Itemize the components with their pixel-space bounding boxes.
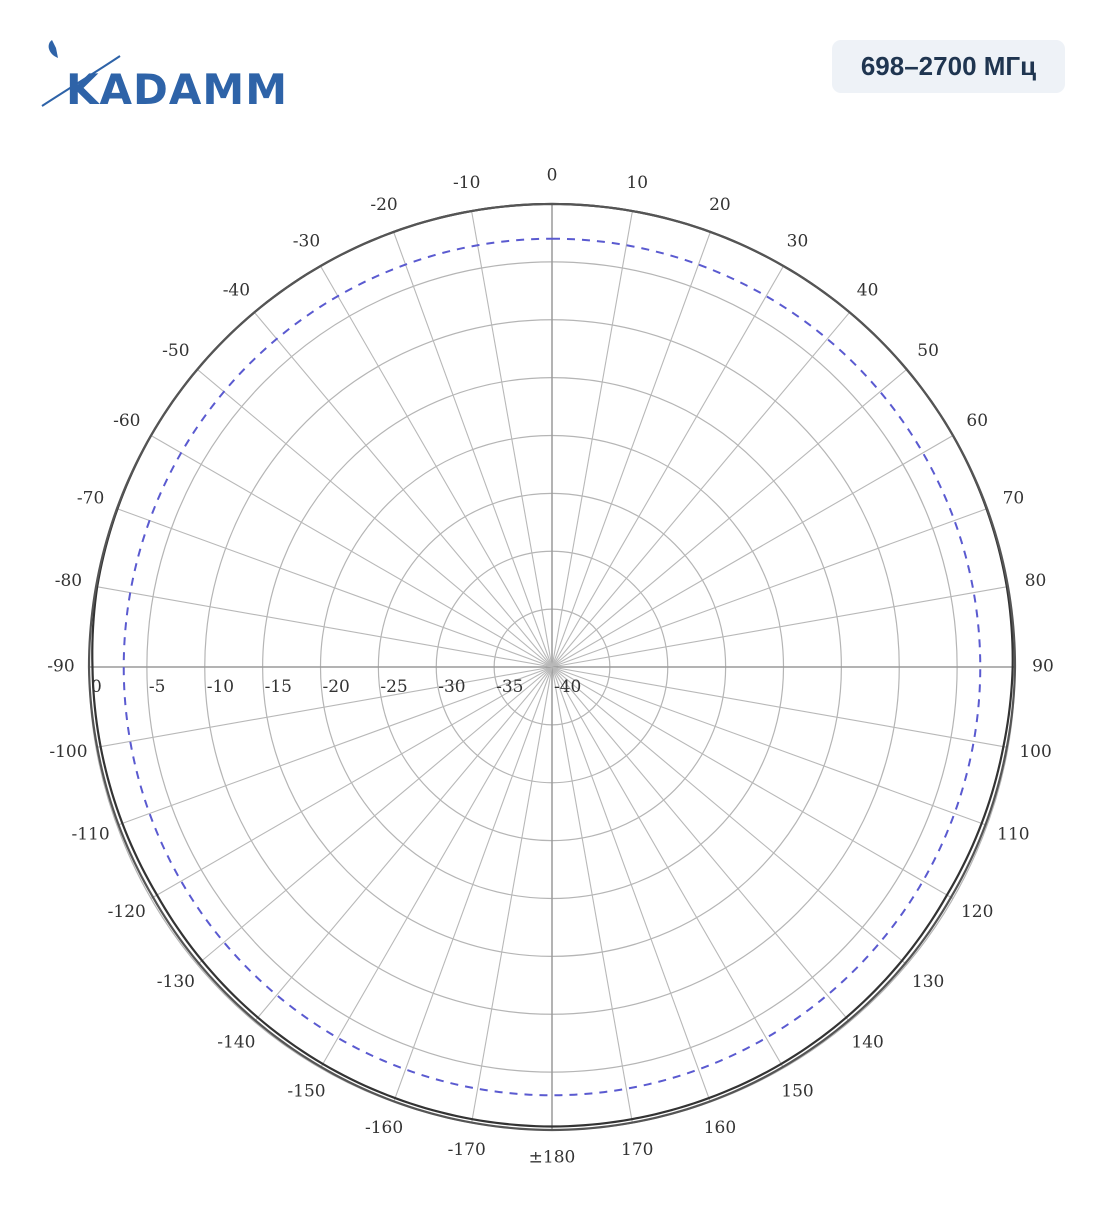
angle-label-20: -160 [364,1117,404,1138]
grid-spoke-16 [552,667,710,1102]
angle-label-28: -80 [54,571,83,592]
grid-spoke-23 [197,667,552,965]
grid-spoke-29 [117,509,552,667]
grid-spoke-21 [321,667,553,1068]
grid-spoke-13 [552,667,907,965]
angle-label-33: -30 [292,231,321,252]
angle-label-7: 70 [1002,488,1025,509]
angle-label-4: 40 [856,280,879,301]
angle-label-23: -130 [156,972,195,993]
angle-label-19: -170 [447,1140,486,1161]
angle-label-17: 170 [621,1140,654,1161]
angle-label-9: 90 [1032,656,1054,677]
grid-spoke-8 [552,587,1008,667]
radial-label-2: -10 [206,677,235,697]
frequency-badge: 698–2700 МГц [832,40,1065,93]
grid-spoke-1 [552,211,632,667]
grid-spoke-7 [552,509,987,667]
angle-label-0: 0 [546,165,558,186]
grid-spoke-33 [321,266,553,667]
angle-label-2: 20 [709,195,731,216]
grid-spoke-24 [148,667,552,899]
angle-label-25: -110 [71,824,110,845]
grid-spoke-12 [552,667,953,899]
angle-label-21: -150 [287,1081,326,1102]
angle-label-27: -90 [47,656,75,677]
angle-label-35: -10 [453,172,481,193]
grid-spoke-22 [254,667,552,1022]
polar-grid [89,204,1015,1130]
angle-label-31: -50 [162,340,190,361]
grid-spoke-15 [552,667,784,1068]
grid-spoke-2 [552,232,710,667]
grid-spoke-14 [552,667,850,1022]
angle-label-34: -20 [370,195,398,216]
radial-label-5: -25 [380,677,408,697]
grid-spoke-6 [552,436,953,668]
grid-spoke-30 [151,436,552,668]
angle-label-26: -100 [49,741,88,762]
angle-label-6: 60 [966,411,989,431]
angle-label-15: 150 [781,1081,814,1102]
radial-labels [91,677,581,697]
radial-label-8: -40 [554,677,582,697]
grid-spoke-5 [552,369,907,667]
angle-label-11: 110 [997,824,1030,845]
angle-label-29: -70 [76,488,105,509]
angle-label-32: -40 [222,280,251,301]
brand-name: KADAMM [66,65,289,114]
radial-label-0: 0 [91,677,102,697]
grid-spoke-35 [472,211,552,667]
angle-label-16: 160 [703,1117,737,1138]
grid-spoke-4 [552,312,850,667]
radial-label-4: -20 [322,677,350,697]
grid-spoke-10 [552,667,1008,747]
grid-spoke-11 [552,667,987,825]
radial-label-6: -30 [438,677,466,697]
angle-label-13: 130 [911,972,945,993]
angle-label-12: 120 [960,902,994,922]
angle-label-14: 140 [851,1032,884,1053]
grid-spoke-28 [96,587,552,667]
grid-spoke-34 [394,232,552,667]
radial-label-3: -15 [264,677,293,697]
grid-spoke-32 [254,312,552,667]
angle-label-22: -140 [217,1032,256,1053]
radial-label-1: -5 [148,677,166,697]
grid-spoke-20 [394,667,552,1102]
radial-label-7: -35 [496,677,524,697]
angle-label-18: ±180 [528,1147,576,1168]
angle-label-1: 10 [626,172,649,193]
angle-label-30: -60 [113,411,141,431]
angle-label-10: 100 [1019,741,1052,762]
angle-label-8: 80 [1024,571,1047,592]
angle-label-3: 30 [786,231,809,252]
grid-spoke-19 [472,667,552,1123]
grid-spoke-17 [552,667,632,1123]
grid-spoke-3 [552,266,784,667]
angle-label-24: -120 [107,902,146,922]
angle-label-5: 50 [917,340,939,361]
grid-spoke-31 [197,369,552,667]
